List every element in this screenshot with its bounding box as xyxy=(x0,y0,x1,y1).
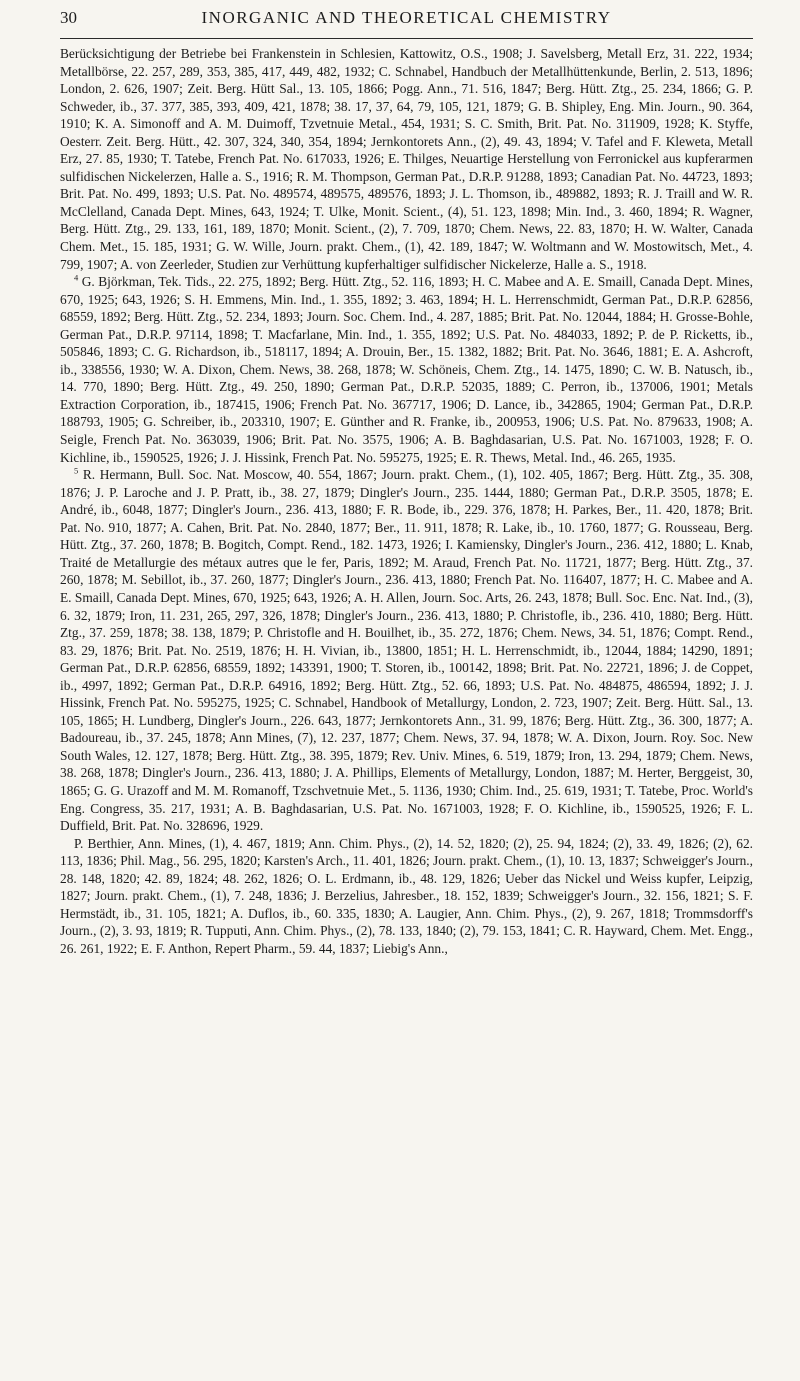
references-body xyxy=(60,45,753,957)
footnote-mark: 4 xyxy=(74,272,79,283)
footnote-text: G. Björkman, Tek. Tids., 22. 275, 1892; Berg. Hütt. Ztg., 52. 116, 1893; H. C. Mabee and A. E. Smaill, Canada Dept. Mines, 670, 1925; 643, 1926; S. H. Emmens, Min. Ind., 1. 355, 1892; 3. 463, 1894; H. L. Herrenschmidt, German Pat., D.R.P. 62856, 68559, 1892; Berg. Hütt. Ztg., 52. 234, 1893; Journ. Soc. Chem. Ind., 4. 287, 1885; Brit. Pat. No. 12044, 1884; H. Grosse-Bohle, German Pat., D.R.P. 97114, 1898; T. Macfarlane, Min. Ind., 1. 355, 1892; U.S. Pat. No. 484033, 1892; P. de P. Ricketts, ib., 505846, 1893; C. G. Richardson, ib., 518117, 1894; A. Drouin, Ber., 15. 1382, 1882; Brit. Pat. No. 3646, 1881; E. A. Ashcroft, ib., 338556, 1930; W. A. Dixon, Chem. News, 38. 268, 1878; W. Schöneis, Chem. Ztg., 14. 1475, 1890; C. W. B. Natusch, ib., 14. 770, 1890; Berg. Hütt. Ztg., 49. 250, 1890; German Pat., D.R.P. 52035, 1889; C. Perron, ib., 137006, 1901; Metals Extraction Corporation, ib., 187415, 1906; French Pat. No. 367717, 1906; D. Lance, ib., 342865, 1904; German Pat., D.R.P. 188793, 1905; G. Schreiber, ib., 203310, 1907; E. Günther and R. Franke, ib., 200953, 1906; U.S. Pat. No. 879633, 1908; A. Seigle, French Pat. No. 363039, 1906; Brit. Pat. No. 3575, 1906; A. B. Baghdasarian, U.S. Pat. No. 1671003, 1928; F. O. Kichline, ib., 1590525, 1926; J. J. Hissink, French Pat. No. 595275, 1925; E. R. Thews, Metal. Ind., 46. 265, 1935. xyxy=(60,274,753,465)
footnote-text: P. Berthier, Ann. Mines, (1), 4. 467, 1819; Ann. Chim. Phys., (2), 14. 52, 1820; (2), 25. 94, 1824; (2), 33. 49, 1826; (2), 62. 113, 1836; Phil. Mag., 56. 295, 1820; Karsten's Arch., 11. 401, 1826; Journ. prakt. Chem., (1), 10. 13, 1837; Schweigger's Journ., 28. 148, 1820; 42. 89, 1824; 48. 262, 1826; O. L. Erdmann, ib., 48. 129, 1826; Ueber das Nickel und Weiss kupfer, Leipzig, 1827; Journ. prakt. Chem., (1), 7. 248, 1836; J. Berzelius, Jahresber., 18. 152, 1839; Schweigger's Journ., 32. 156, 1821; S. F. Hermstädt, ib., 31. 105, 1821; A. Duflos, ib., 60. 335, 1830; A. Laugier, Ann. Chim. Phys., (2), 9. 267, 1818; Trommsdorff's Journ., (2), 3. 93, 1819; R. Tupputi, Ann. Chim. Phys., (2), 78. 133, 1840; (2), 79. 153, 1841; C. R. Hayward, Chem. Met. Engg., 26. 261, 1922; E. F. Anthon, Repert Pharm., 59. 44, 1837; Liebig's Ann., xyxy=(60,835,753,956)
footnote-text: R. Hermann, Bull. Soc. Nat. Moscow, 40. 554, 1867; Journ. prakt. Chem., (1), 102. 405, 1867; Berg. Hütt. Ztg., 35. 308, 1876; J. P. Laroche and J. P. Pratt, ib., 38. 27, 1879; Dingler's Journ., 235. 1444, 1880; German Pat., D.R.P. 3505, 1878; E. André, ib., 6048, 1877; Dingler's Journ., 236. 413, 1880; F. R. Bode, ib., 229. 376, 1878; H. Parkes, Ber., 11. 420, 1878; Brit. Pat. No. 910, 1877; A. Cahen, Brit. Pat. No. 2840, 1877; Ber., 11. 911, 1878; R. Lake, ib., 10. 1760, 1877; G. Rousseau, Berg. Hütt. Ztg., 37. 260, 1878; B. Bogitch, Compt. Rend., 182. 1473, 1926; I. Kamiensky, Dingler's Journ., 236. 412, 1880; L. Knab, Traité de Metallurgie des métaux autres que le fer, Paris, 1892; M. Araud, French Pat. No. 11721, 1877; Berg. Hütt. Ztg., 37. 260, 1878; M. Sebillot, ib., 37. 260, 1877; Dingler's Journ., 236. 413, 1880; French Pat. No. 116407, 1877; H. C. Mabee and A. E. Smaill, Canada Dept. Mines, 670, 1925; 643, 1926; A. H. Allen, Journ. Soc. Arts, 26. 243, 1878; Bull. Soc. Enc. Nat. Ind., (3), 6. 32, 1879; Iron, 11. 231, 265, 297, 326, 1878; Dingler's Journ., 236. 413, 1880; P. Christofle, ib., 236. 410, 1880; Berg. Hütt. Ztg., 37. 259, 1878; 38. 138, 1879; P. Christofle and H. Bouilhet, ib., 35. 272, 1876; Chem. News, 34. 51, 1876; Compt. Rend., 83. 29, 1876; Brit. Pat. No. 2519, 1876; H. H. Vivian, ib., 13800, 1851; H. L. Herrenschmidt, ib., 12044, 1884; 14290, 1891; German Pat., D.R.P. 62856, 68559, 1892; 143391, 1900; T. Storen, ib., 100142, 1898; Brit. Pat. No. 22721, 1896; J. de Coppet, ib., 4997, 1892; German Pat., D.R.P. 64916, 1892; Berg. Hütt. Ztg., 52. 66, 1893; U.S. Pat. No. 484875, 486594, 1892; J. J. Hissink, French Pat. No. 595275, 1925; C. Schnabel, Handbook of Metallurgy, London, 2. 723, 1907; Zeit. Berg. Hütt. Sal., 13. 105, 1865; H. Lundberg, Dingler's Journ., 226. 643, 1877; Jernkontorets Ann., 31. 99, 1876; Berg. Hütt. Ztg., 36. 300, 1877; A. Badoureau, ib., 37. 245, 1878; Ann Mines, (7), 12. 237, 1877; Chem. News, 37. 94, 1878; W. A. Dixon, Journ. Roy. Soc. New South Wales, 12. 127, 1878; Berg. Hütt. Ztg., 38. 395, 1879; Rev. Univ. Mines, 6. 519, 1879; Iron, 13. 294, 1879; Chem. News, 38. 268, 1878; Dingler's Journ., 236. 413, 1880; J. A. Phillips, Elements of Metallurgy, London, 1887; M. Herter, Berggeist, 30, 1865; G. G. Urazoff and M. M. Romanoff, Tzschvetnuie Met., 5. 1136, 1930; Chim. Ind., 25. 619, 1931; T. Tatebe, Proc. World's Eng. Congress, 35. 217, 1931; A. B. Baghdasarian, U.S. Pat. No. 1671003, 1928; F. O. Kichline, ib., 1590525, 1926; F. L. Duffield, Brit. Pat. No. 328696, 1929. xyxy=(60,467,753,834)
footnote-4 xyxy=(60,273,753,466)
page-header xyxy=(60,8,753,39)
continued-footnote: Berücksichtigung der Betriebe bei Frankenstein in Schlesien, Kattowitz, O.S., 1908; J. Savelsberg, Metall Erz, 31. 222, 1934; Metallbörse, 22. 257, 289, 353, 385, 417, 449, 482, 1932; C. Schnabel, Handbuch der Metallhüttenkunde, Berlin, 2. 513, 1896; London, 2. 626, 1907; Zeit. Berg. Hütt Sal., 13. 105, 1866; Pogg. Ann., 71. 516, 1847; Berg. Hütt. Ztg., 25. 234, 1866; G. P. Schweder, ib., 37. 377, 385, 393, 409, 421, 1878; 38. 17, 37, 64, 79, 105, 121, 1879; G. B. Shipley, Eng. Min. Journ., 90. 364, 1910; K. A. Simonoff and A. M. Duimoff, Tzvetnuie Metal., 454, 1931; S. C. Smith, Brit. Pat. No. 311909, 1928; K. Styffe, Oesterr. Zeit. Berg. Hütt., 42. 307, 324, 340, 354, 1894; Jernkontorets Ann., (2), 49. 43, 1894; V. Tafel and F. Kleweta, Metall Erz, 27. 85, 1930; T. Tatebe, French Pat. No. 617033, 1926; E. Thilges, Neuartige Herstellung von Ferronickel aus kupferarmen sulfidischen Nickelerzen, Halle a. S., 1916; R. M. Thompson, German Pat., D.R.P. 91288, 1893; Canadian Pat. No. 44723, 1893; Brit. Pat. No. 499, 1893; U.S. Pat. No. 489574, 489575, 489576, 1893; J. L. Thomson, ib., 489882, 1893; R. J. Traill and W. R. McClelland, Canada Dept. Mines, 643, 1924; T. Ulke, Monit. Scient., (4), 51. 123, 1898; Min. Ind., 3. 460, 1894; R. Wagner, Berg. Hütt. Ztg., 29. 133, 161, 189, 1870; Monit. Scient., (2), 7. 709, 1870; Chem. News, 22. 83, 1870; H. W. Walter, Canada Chem. Met., 15. 185, 1931; G. W. Wille, Journ. prakt. Chem., (1), 42. 189, 1847; W. Woltmann and W. Mostowitsch, Met., 4. 799, 1907; A. von Zeerleder, Studien zur Verhüttung kupferhaltiger sulfidischer Nickelerze, Halle a. S., 1918. xyxy=(60,46,753,272)
footnote-5 xyxy=(60,466,753,834)
running-head: INORGANIC AND THEORETICAL CHEMISTRY xyxy=(201,8,612,27)
footnote-mark: 5 xyxy=(74,465,79,476)
page-number: 30 xyxy=(60,8,77,27)
footnote-6 xyxy=(60,835,753,958)
